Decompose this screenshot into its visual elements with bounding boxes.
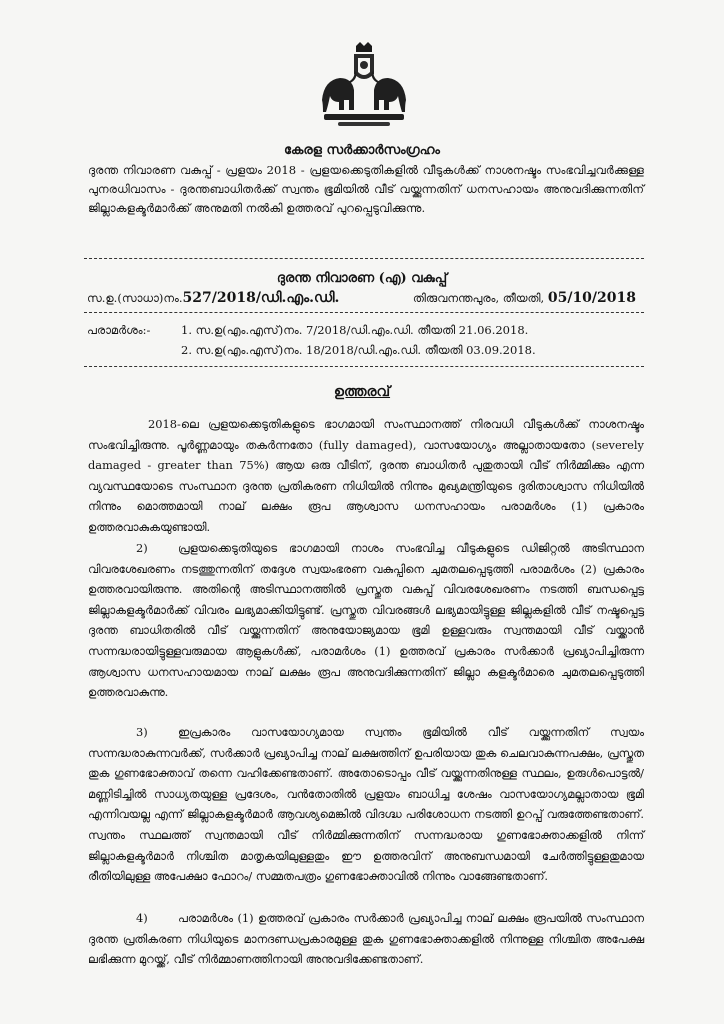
- references-label: പരാമർശം:-: [87, 323, 151, 337]
- paragraph-4: [88, 908, 644, 970]
- order-heading: ഉത്തരവ്: [333, 384, 391, 400]
- paragraph-number: 3): [136, 725, 148, 739]
- divider: [84, 312, 644, 313]
- divider: [84, 366, 644, 367]
- reference-item: 1. സ.ഉ(എം.എസ്)നം. 7/2018/ഡി.എം.ഡി. തീയതി 21.06.2018.: [181, 323, 529, 337]
- paragraph-text: 2018-ലെ പ്രളയക്കെടുതികളുടെ ഭാഗമായി സംസ്ഥാനത്ത് നിരവധി വീടുകൾക്ക് നാശനഷ്ടം സംഭവിച്ചിരുന്നു. പൂർണ്ണമായും തകർന്നതോ (fully damaged), വാസയോഗ്യം അല്ലാതായതോ (severely damaged - greater than 75%) ആയ ഒരു വീടിന്, ദുരന്ത ബാധിതർ പുതുതായി വീട് നിർമ്മിക്കും എന്ന വ്യവസ്ഥയോടെ സംസ്ഥാന ദുരന്ത പ്രതികരണ നിധിയിൽ നിന്നും മുഖ്യമന്ത്രിയുടെ ദുരിതാശ്വാസ നിധിയിൽ നിന്നും മൊത്തമായി നാല് ലക്ഷം രൂപ ആശ്വാസ ധനസഹായം പരാമർശം (1) പ്രകാരം ഉത്തരവാകുകയുണ്ടായി.: [88, 417, 644, 534]
- order-number: 527/2018/ഡി.എം.ഡി.: [182, 290, 340, 306]
- paragraph-number: 2): [136, 541, 148, 555]
- reference-item: 2. സ.ഉ(എം.എസ്)നം. 18/2018/ഡി.എം.ഡി. തീയതി 03.09.2018.: [181, 343, 536, 357]
- paragraph-2: [88, 538, 644, 703]
- paragraph-text: പരാമർശം (1) ഉത്തരവ് പ്രകാരം സർക്കാർ പ്രഖ്യാപിച്ച നാല് ലക്ഷം രൂപയിൽ സംസ്ഥാന ദുരന്ത പ്രതികരണ നിധിയുടെ മാനദണ്ഡപ്രകാരമുള്ള തുക ഗുണഭോക്താക്കളിൽ നിന്നുള്ള നിശ്ചിത അപേക്ഷ ലഭിക്കുന്ന മുറയ്ക്ക്, വീട് നിർമ്മാണത്തിനായി അനുവദിക്കേണ്ടതാണ്.: [88, 911, 644, 967]
- divider: [84, 258, 644, 259]
- paragraph-number: 4): [136, 911, 148, 925]
- order-date: 05/10/2018: [547, 290, 636, 306]
- order-number-prefix: സ.ഉ.(സാധാ)നം.: [87, 291, 183, 305]
- order-subject: ദുരന്ത നിവാരണ വകുപ്പ് - പ്രളയം 2018 - പ്രളയക്കെടുതികളിൽ വീടുകൾക്ക് നാശനഷ്ടം സംഭവിച്ചവർക്കുള്ള പുനരധിവാസം - ദുരന്തബാധിതർക്ക് സ്വന്തം ഭൂമിയിൽ വീട് വയ്ക്കുന്നതിന് ധനസഹായം അനുവദിക്കുന്നതിന് ജില്ലാകളക്ടർമാർക്ക് അനുമതി നൽകി ഉത്തരവ് പുറപ്പെടുവിക്കുന്നു.: [88, 163, 644, 215]
- order-date-line: [413, 290, 636, 306]
- paragraph-text: ഇപ്രകാരം വാസയോഗ്യമായ സ്വന്തം ഭൂമിയിൽ വീട് വയ്ക്കുന്നതിന് സ്വയം സന്നദ്ധരാകുന്നവർക്ക്, സർക്കാർ പ്രഖ്യാപിച്ച നാല് ലക്ഷത്തിന് ഉപരിയായ തുക ചെലവാകുന്നപക്ഷം, പ്രസ്തുത തുക ഗുണഭോക്താവ് തന്നെ വഹിക്കേണ്ടതാണ്. അതോടൊപ്പം വീട് വയ്ക്കുന്നതിനുള്ള സ്ഥലം, ഉരുൾപൊട്ടൽ/ മണ്ണിടിച്ചിൽ സാധ്യതയുള്ള പ്രദേശം, വൻതോതിൽ പ്രളയം ബാധിച്ച ശേഷം വാസയോഗ്യമല്ലാതായ ഭൂമി എന്നിവയല്ല എന്ന് ജില്ലാകളക്ടർമാർ ആവശ്യമെങ്കിൽ വിദഗ്ദ്ധ പരിശോധന നടത്തി ഉറപ്പ് വരുത്തേണ്ടതാണ്. സ്വന്തം സ്ഥലത്ത് സ്വന്തമായി വീട് നിർമ്മിക്കുന്നതിന് സന്നദ്ധരായ ഗുണഭോക്താക്കളിൽ നിന്ന് ജില്ലാകളക്ടർമാർ നിശ്ചിത മാതൃകയിലുള്ളതും ഈ ഉത്തരവിന് അനുബന്ധമായി ചേർത്തിട്ടുള്ളതുമായ രീതിയിലുള്ള അപേക്ഷാ ഫോറം/ സമ്മതപത്രം ഗുണഭോക്താവിൽ നിന്നും വാങ്ങേണ്ടതാണ്.: [88, 725, 644, 884]
- kerala-government-emblem-icon: [318, 40, 410, 128]
- header-title: കേരള സർക്കാർസംഗ്രഹം: [284, 143, 440, 158]
- department-name: ദുരന്ത നിവാരണ (എ) വകുപ്പ്: [276, 271, 448, 286]
- paragraph-text: പ്രളയക്കെടുതിയുടെ ഭാഗമായി നാശം സംഭവിച്ച വീടുകളുടെ ഡിജിറ്റൽ അടിസ്ഥാന വിവരശേഖരണം നടത്തുന്നതിന് തദ്ദേശ സ്വയംഭരണ വകുപ്പിനെ ചുമതലപ്പെടുത്തി പരാമർശം (2) പ്രകാരം ഉത്തരവായിരുന്നു. അതിന്റെ അടിസ്ഥാനത്തിൽ പ്രസ്തുത വകുപ്പ് വിവരശേഖരണം നടത്തി ബന്ധപ്പെട്ട ജില്ലാകളക്ടർമാർക്ക് വിവരം ലഭ്യമാക്കിയിട്ടുണ്ട്. പ്രസ്തുത വിവരങ്ങൾ ലഭ്യമായിട്ടുള്ള ജില്ലകളിൽ വീട് നഷ്ടപ്പെട്ട ദുരന്ത ബാധിതരിൽ വീട് വയ്ക്കുന്നതിന് അനുയോജ്യമായ ഭൂമി ഉള്ളവരും സ്വന്തമായി വീട് വയ്ക്കാൻ സന്നദ്ധരായിട്ടുള്ളവരുമായ ആളുകൾക്ക്, പരാമർശം (1) ഉത്തരവ് പ്രകാരം സർക്കാർ പ്രഖ്യാപിച്ചിരുന്ന ആശ്വാസ ധനസഹായമായ നാല് ലക്ഷം രൂപ അനുവദിക്കുന്നതിന് ജില്ലാ കളക്ടർമാരെ ചുമതലപ്പെടുത്തി ഉത്തരവാകുന്നു.: [88, 541, 644, 700]
- order-number-line: [87, 290, 339, 306]
- paragraph-1: [88, 414, 644, 538]
- place-date-prefix: തിരുവനന്തപുരം, തീയതി,: [412, 291, 545, 305]
- paragraph-3: [88, 722, 644, 887]
